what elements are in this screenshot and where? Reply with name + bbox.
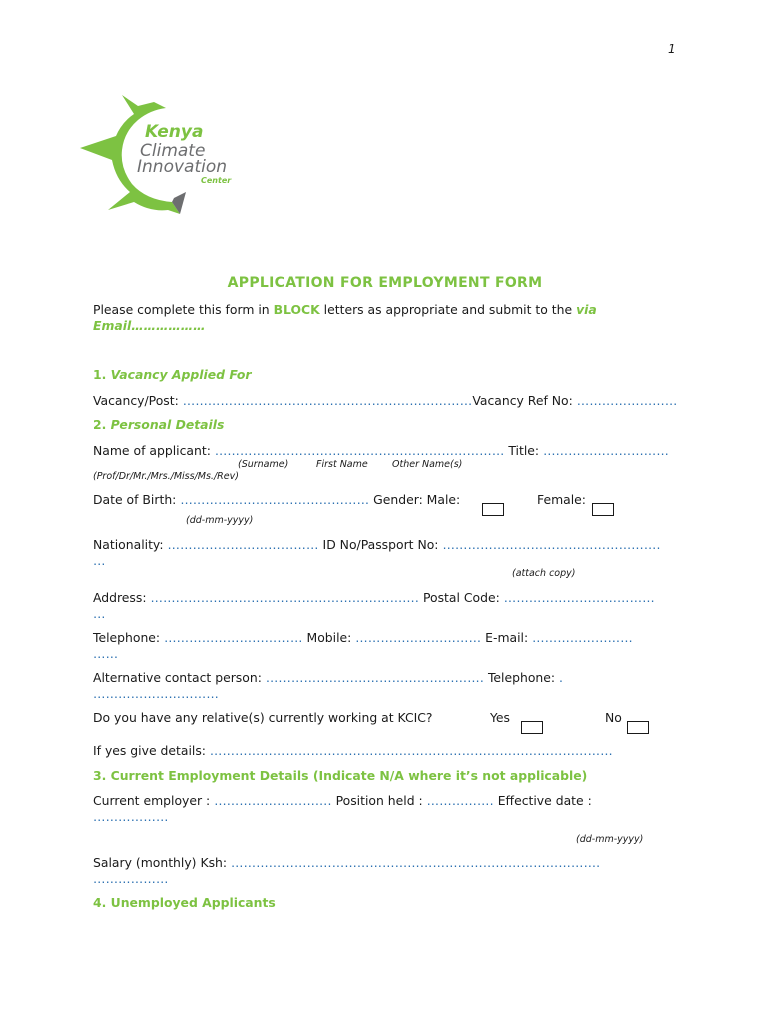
postal-code-label: Postal Code: [422,590,500,605]
intro-line-1 [93,302,597,317]
dob-label: Date of Birth: [93,492,177,507]
details-field[interactable]: …………………………………………………………………………………… [209,743,613,758]
section-2-number: 2. [93,417,107,432]
vacancy-ref-field[interactable]: …………………… [576,393,678,408]
logo-kenya-text: Kenya [145,122,204,142]
female-checkbox[interactable] [592,503,614,516]
id-field-continued[interactable]: … [93,553,106,568]
logo-center-text: Center [201,176,232,185]
effective-date-format-caption: (dd-mm-yyyy) [576,834,644,845]
mobile-field[interactable]: ………………………… [355,630,482,645]
dob-format-caption: (dd-mm-yyyy) [186,515,254,526]
mobile-label: Mobile: [306,630,352,645]
section-3-heading: 3. Current Employment Details (Indicate N/A where it’s not applicable) [93,768,588,783]
intro-text-2: letters as appropriate and submit to the [319,302,577,317]
alt-contact-row [93,670,563,685]
gender-male-label: Gender: Male: [373,492,461,507]
section-2-heading [93,417,224,432]
salary-label: Salary (monthly) Ksh: [93,855,228,870]
email-field[interactable]: …………………… [532,630,633,645]
section-1-heading [93,367,251,382]
salary-row [93,855,600,870]
yes-checkbox[interactable] [521,721,543,734]
postal-code-field[interactable]: ……………………………… [503,590,655,605]
name-row [93,443,669,458]
intro-email: Email……………… [93,318,206,333]
id-label: ID No/Passport No: [322,537,439,552]
address-row [93,590,655,605]
vacancy-row [93,393,677,408]
attach-copy-caption: (attach copy) [512,568,576,579]
salary-field[interactable]: ……………………………………………………………………………. [231,855,601,870]
logo-climate-text: Climate [140,141,206,161]
section-2-title: Personal Details [110,417,225,432]
name-field[interactable]: …………………………………………………………… [214,443,505,458]
name-label: Name of applicant: [93,443,211,458]
details-row [93,743,613,758]
nationality-label: Nationality: [93,537,164,552]
email-field-continued[interactable]: …… [93,646,119,661]
female-label: Female: [537,492,586,507]
telephone-field[interactable]: …………………………… [164,630,303,645]
postal-code-field-continued[interactable]: … [93,606,106,621]
page-number: 1 [668,42,676,56]
current-employer-field[interactable]: ………………………. [214,793,332,808]
telephone-label: Telephone: [93,630,161,645]
intro-via-word: via [576,302,597,317]
section-4-heading: 4. Unemployed Applicants [93,895,276,910]
telephone-row [93,630,633,645]
details-label: If yes give details: [93,743,206,758]
dob-row [93,492,460,507]
kcic-logo [76,92,246,217]
yes-label: Yes [490,710,511,725]
position-held-label: Position held : [335,793,423,808]
alt-telephone-field[interactable]: . [559,670,564,685]
logo-innovation-text: Innovation [137,157,228,177]
dob-field[interactable]: ……………………………………… [180,492,370,507]
nationality-row [93,537,661,552]
section-1-number: 1. [93,367,107,382]
current-employer-label: Current employer : [93,793,211,808]
title-options-caption: (Prof/Dr/Mr./Mrs./Miss/Ms./Rev) [93,471,239,482]
vacancy-label: Vacancy/Post: [93,393,179,408]
email-label: E-mail: [485,630,529,645]
section-1-title: Vacancy Applied For [110,367,252,382]
alt-contact-label: Alternative contact person: [93,670,262,685]
alt-telephone-label: Telephone: [487,670,556,685]
position-held-field[interactable]: ……………. [426,793,494,808]
surname-caption: (Surname) [238,459,289,470]
effective-date-label: Effective date : [497,793,592,808]
no-label: No [605,710,622,725]
title-label: Title: [508,443,540,458]
salary-field-continued[interactable]: ……………… [93,871,169,886]
relative-question: Do you have any relative(s) currently working at KCIC? [93,710,433,725]
form-title: APPLICATION FOR EMPLOYMENT FORM [227,275,543,291]
male-checkbox[interactable] [482,503,504,516]
alt-telephone-field-continued[interactable]: ………………………… [93,686,219,701]
address-field[interactable]: ………………………………………………………. [150,590,420,605]
effective-date-field[interactable]: ……………… [93,809,169,824]
first-name-caption: First Name [316,459,368,470]
intro-block-word: BLOCK [273,302,320,317]
no-checkbox[interactable] [627,721,649,734]
id-field[interactable]: ……………………………………………. [442,537,661,552]
nationality-field[interactable]: ……………………………… [167,537,319,552]
other-names-caption: Other Name(s) [392,459,463,470]
vacancy-ref-label: Vacancy Ref No: [472,393,573,408]
address-label: Address: [93,590,147,605]
alt-contact-field[interactable]: ……………………………………………. [265,670,485,685]
title-field[interactable]: ………………………… [543,443,669,458]
intro-text-1: Please complete this form in [93,302,274,317]
vacancy-field[interactable]: …………………………………………………………… [182,393,473,408]
employment-row [93,793,592,808]
